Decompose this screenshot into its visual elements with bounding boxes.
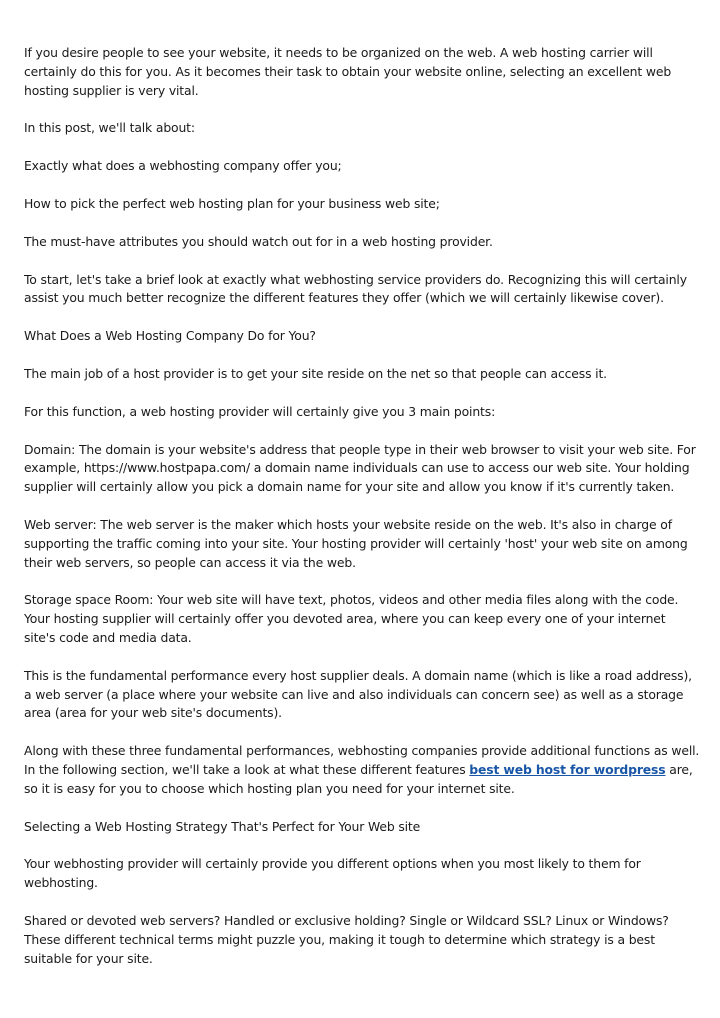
paragraph-topic-1: Exactly what does a webhosting company offer you; xyxy=(24,158,342,174)
paragraph-topic-3: The must-have attributes you should watch out for in a web hosting provider. xyxy=(24,233,493,249)
paragraph-additional-functions xyxy=(24,742,700,798)
paragraph-three-points: For this function, a web hosting provider will certainly give you 3 main points: xyxy=(24,403,496,419)
paragraph-intro: If you desire people to see your website, it needs to be organized on the web. A web hosting carrier will certainly do this for you. As it becomes their task to obtain your website online, selecting an excellent web hosting supplier is very vital. xyxy=(24,45,672,98)
paragraph-start: To start, let's take a brief look at exactly what webhosting service providers do. Recognizing this will certainly assist you much better recognize the different features they offer (which we will certainly likewise cover). xyxy=(24,271,687,306)
paragraph-fundamental: This is the fundamental performance every host supplier deals. A domain name (which is like a road address), a web server (a place where your website can live and also individuals can concern see) as well as a storage area (area for your web site's documents). xyxy=(24,667,692,721)
paragraph-domain: Domain: The domain is your website's address that people type in their web browser to visit your web site. For example, https://www.hostpapa.com/ a domain name individuals can use to access our web site. Your holding supplier will certainly allow you pick a domain name for your site and allow you know if it's currently taken. xyxy=(24,441,696,495)
paragraph-topic-2: How to pick the perfect web hosting plan for your business web site; xyxy=(24,195,440,211)
paragraph-text-after-link: are, so it is easy for you to choose which hosting plan you need for your internet site. xyxy=(24,761,693,796)
paragraph-main-job: The main job of a host provider is to get your site reside on the net so that people can access it. xyxy=(24,365,607,381)
paragraph-storage: Storage space Room: Your web site will have text, photos, videos and other media files along with the code. Your hosting supplier will certainly offer you devoted area, where you can keep every one of your internet site's code and media data. xyxy=(24,592,679,645)
article-body xyxy=(24,44,700,987)
best-web-host-link[interactable]: best web host for wordpress xyxy=(469,761,666,777)
section-heading-selecting: Selecting a Web Hosting Strategy That's Perfect for Your Web site xyxy=(24,818,421,834)
paragraph-post-overview: In this post, we'll talk about: xyxy=(24,120,195,136)
paragraph-options: Your webhosting provider will certainly provide you different options when you most likely to them for webhosting. xyxy=(24,856,641,891)
paragraph-web-server: Web server: The web server is the maker which hosts your website reside on the web. It's also in charge of supporting the traffic coming into your site. Your hosting provider will certainly 'host' your web site on among their web servers, so people can access it via the web. xyxy=(24,516,688,570)
paragraph-text-before-link: Along with these three fundamental performances, webhosting companies provide additional functions as well. In the following section, we'll take a look at what these different features xyxy=(24,743,700,777)
section-heading-what-does: What Does a Web Hosting Company Do for You? xyxy=(24,328,316,344)
paragraph-technical-terms: Shared or devoted web servers? Handled or exclusive holding? Single or Wildcard SSL? Linux or Windows? These different technical terms might puzzle you, making it tough to determine which strategy is a best suitable for your site. xyxy=(24,912,669,966)
